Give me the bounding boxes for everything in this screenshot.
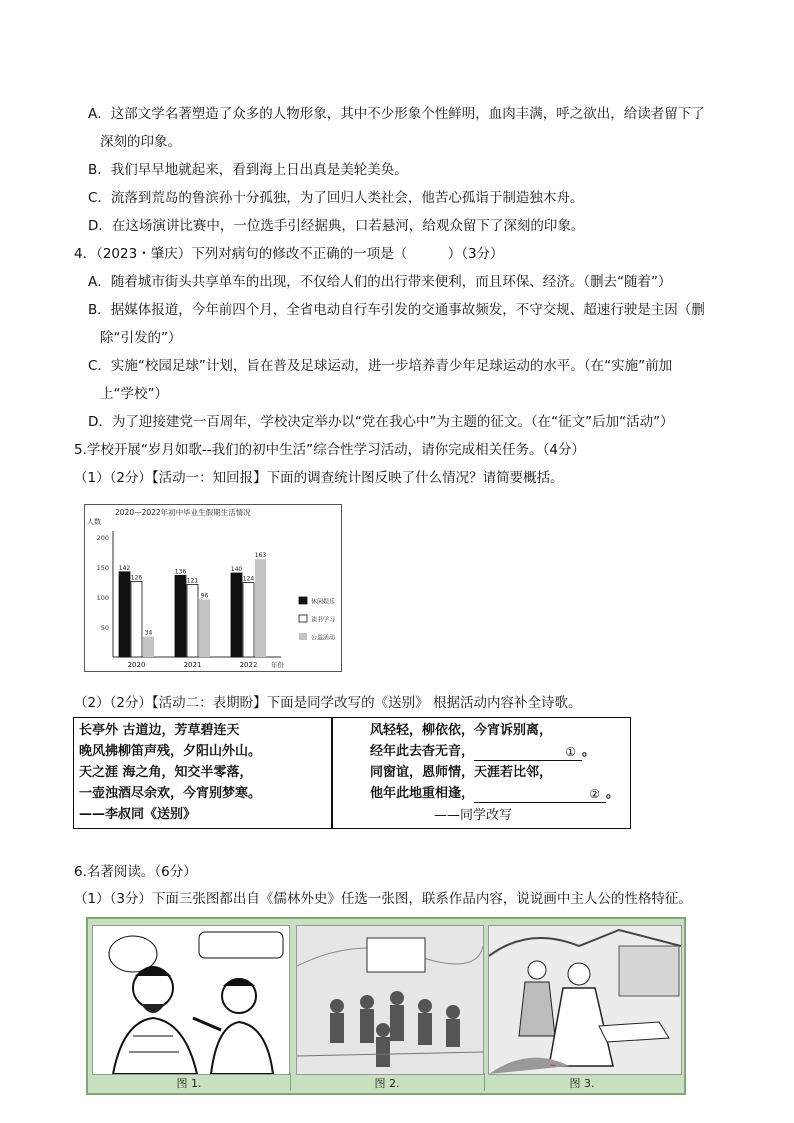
caption-2: 图 2. — [374, 1077, 400, 1090]
chart-title: 2020—2022年初中毕业生假期生活情况 — [115, 508, 251, 517]
illustration-2-drawing — [297, 926, 483, 1074]
poem-right-line-2 — [370, 742, 595, 761]
q3-option-b: B．我们早早地就起来，看到海上日出真是美轮美奂。 — [88, 162, 408, 178]
q4-option-a: A．随着城市街头共享单车的出现，不仅给人们的出行带来便利，而且环保、经济。（删去“随着”） — [88, 274, 672, 290]
illustration-3 — [488, 925, 682, 1075]
q3-option-c: C．流落到荒岛的鲁滨孙十分孤独，为了回归人类社会，他苦心孤诣于制造独木舟。 — [88, 190, 584, 206]
poem-right-line-2-text: 经年此去杳无音， — [370, 744, 475, 759]
x-tick-label: 2021 — [183, 661, 202, 669]
data-label: 142 — [118, 564, 131, 572]
illustration-1 — [92, 925, 290, 1075]
blank-2-period: 。 — [606, 786, 620, 801]
bar-2021-2 — [199, 599, 210, 657]
q6-stem: 6.名著阅读。（6分） — [74, 864, 197, 880]
q3-option-a-line1: A．这部文学名著塑造了众多的人物形象，其中不少形象个性鲜明，血肉丰满，呼之欲出，给读者留下了 — [88, 106, 705, 122]
q6-sub1: （1）（3分）下面三张图都出自《儒林外史》任选一张图，联系作品内容，说说画中主人公的性格特征。 — [74, 891, 692, 907]
q4-option-b-line2: 除“引发的”） — [100, 330, 182, 346]
data-label: 126 — [130, 574, 143, 582]
blank-1-period: 。 — [582, 744, 596, 759]
bar-2022-0 — [231, 573, 242, 657]
data-label: 136 — [174, 568, 187, 576]
q5-sub2: （2）（2分）【活动二：表期盼】下面是同学改写的《送别》 根据活动内容补全诗歌。 — [74, 695, 582, 711]
q4-option-c-line2: 上“学校”） — [100, 386, 168, 402]
data-label: 34 — [144, 629, 153, 637]
x-tick-label: 2022 — [239, 661, 258, 669]
data-label: 163 — [254, 552, 267, 560]
bar-2020-2 — [143, 637, 154, 657]
blank-2-marker: ② — [589, 787, 601, 801]
data-label: 140 — [230, 566, 243, 573]
legend-label: 读书学习 — [311, 616, 336, 624]
poem-table — [73, 717, 631, 829]
illustration-1-drawing — [93, 926, 289, 1074]
q3-option-d: D．在这场演讲比赛中，一位选手引经据典，口若悬河，给观众留下了深刻的印象。 — [88, 218, 585, 234]
x-tick-label: 2020 — [127, 661, 146, 669]
blank-1[interactable] — [474, 746, 582, 761]
illustration-strip — [86, 917, 686, 1095]
poem-left-line-2: 晚风拂柳笛声残，夕阳山外山。 — [79, 744, 262, 759]
poem-left-line-3: 天之涯 海之角，知交半零落， — [79, 765, 253, 780]
poem-divider — [331, 718, 333, 828]
svg-text:~: ~ — [549, 1061, 557, 1071]
q4-stem: 4．（2023・肇庆）下列对病句的修改不正确的一项是（ ）（3分） — [74, 246, 504, 262]
legend-label: 休闲娱乐 — [311, 598, 336, 606]
q4-option-c-line1: C．实施“校园足球”计划，旨在普及足球运动，进一步培养青少年足球运动的水平。（在“实施”前加 — [88, 358, 673, 374]
y-tick-label: 200 — [96, 534, 109, 542]
bar-2021-1 — [187, 584, 198, 657]
bar-2020-1 — [131, 581, 142, 657]
y-tick-label: 100 — [96, 594, 109, 602]
poem-left-credit: ——李叔同《送别》 — [79, 807, 197, 822]
survey-chart — [84, 504, 342, 672]
data-label: 124 — [242, 575, 255, 583]
poem-right-line-3: 同窗谊，恩师情，天涯若比邻， — [370, 765, 553, 780]
blank-1-marker: ① — [565, 745, 577, 759]
y-axis-label: 人数 — [87, 518, 101, 526]
bar-2021-0 — [175, 575, 186, 657]
poem-right-line-4-text: 他年此地重相逢， — [370, 786, 475, 801]
q4-option-d: D．为了迎接建党一百周年，学校决定举办以“党在我心中”为主题的征文。（在“征文”后加“活动”） — [88, 414, 674, 430]
poem-right-line-4 — [370, 784, 619, 803]
bar-2022-2 — [255, 559, 266, 657]
q5-stem: 5.学校开展“岁月如歌--我们的初中生活”综合性学习活动，请你完成相关任务。（4分） — [74, 442, 585, 458]
poem-left-line-4: 一壶浊酒尽余欢，今宵别梦寒。 — [79, 786, 262, 801]
legend-label: 公益活动 — [311, 634, 336, 642]
illustration-3-drawing — [489, 926, 681, 1074]
legend-swatch — [299, 597, 307, 604]
data-label: 96 — [200, 592, 209, 600]
caption-1: 图 1. — [176, 1077, 202, 1090]
y-tick-label: 50 — [100, 624, 109, 632]
poem-right-credit: ——同学改写 — [434, 808, 513, 823]
legend-swatch — [299, 615, 307, 622]
y-tick-label: 150 — [96, 564, 109, 572]
bar-chart — [85, 505, 341, 671]
q5-sub1: （1）（2分）【活动一：知回报】下面的调查统计图反映了什么情况？请简要概括。 — [74, 470, 564, 486]
illustration-2 — [296, 925, 484, 1075]
caption-3: 图 3. — [569, 1077, 595, 1090]
poem-right-line-1: 风轻轻，柳依依，今宵诉别离， — [370, 723, 553, 738]
q4-option-b-line1: B．据媒体报道，今年前四个月，全省电动自行车引发的交通事故频发，不守交规、超速行驶是主因（删 — [88, 302, 705, 318]
data-label: 121 — [186, 577, 199, 585]
poem-left-line-1: 长亭外 古道边，芳草碧连天 — [79, 723, 240, 738]
blank-2[interactable] — [474, 788, 606, 803]
bar-2022-1 — [243, 583, 254, 657]
x-axis-label: 年份 — [271, 661, 284, 669]
bar-2020-0 — [119, 572, 130, 657]
q3-option-a-line2: 深刻的印象。 — [100, 134, 181, 150]
legend-swatch — [299, 633, 307, 640]
